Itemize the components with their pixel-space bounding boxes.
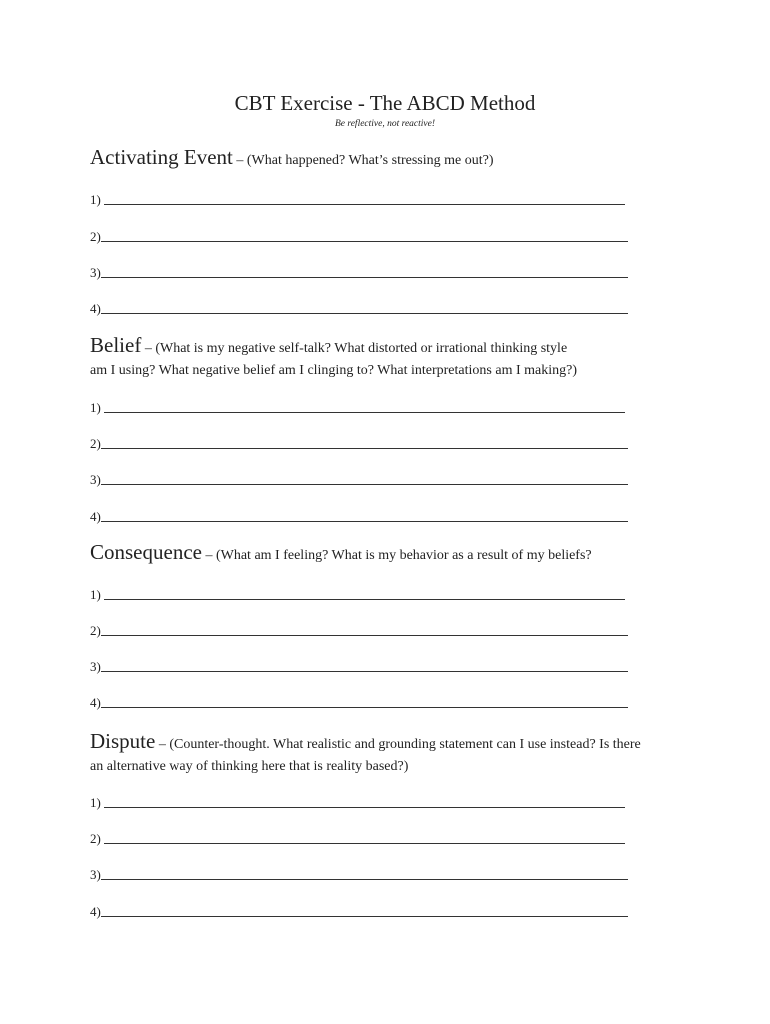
- section-prompt-continued: am I using? What negative belief am I clinging to? What interpretations am I making?): [90, 363, 577, 378]
- write-line: [101, 484, 628, 485]
- section-heading: [90, 146, 690, 172]
- section-term: Belief: [90, 333, 142, 357]
- answer-line[interactable]: [90, 298, 628, 316]
- answer-line[interactable]: [90, 620, 628, 638]
- line-number: 4): [90, 904, 101, 919]
- write-line: [104, 843, 625, 844]
- section-activating-event: [90, 146, 690, 172]
- section-belief: [90, 334, 690, 382]
- page-subtitle: Be reflective, not reactive!: [334, 119, 436, 129]
- line-number: 2): [90, 623, 101, 638]
- write-line: [101, 707, 628, 708]
- section-prompt: – (What am I feeling? What is my behavior as a result of my beliefs?: [201, 548, 592, 563]
- section-prompt: – (What happened? What’s stressing me out?): [232, 153, 494, 168]
- answer-line[interactable]: [90, 469, 628, 487]
- write-line: [101, 241, 628, 242]
- page-title: CBT Exercise - The ABCD Method: [234, 91, 536, 115]
- answer-line[interactable]: [90, 506, 628, 524]
- section-heading: [90, 730, 690, 778]
- write-line: [104, 599, 625, 600]
- write-line: [101, 879, 628, 880]
- section-term: Dispute: [90, 729, 156, 753]
- answer-line[interactable]: [90, 226, 628, 244]
- line-number: 2): [90, 229, 101, 244]
- answer-line[interactable]: [90, 901, 628, 919]
- answer-line[interactable]: [90, 433, 628, 451]
- line-number: 1): [90, 587, 105, 602]
- line-number: 4): [90, 695, 101, 710]
- line-number: 3): [90, 867, 101, 882]
- write-line: [101, 277, 628, 278]
- answer-line[interactable]: [90, 656, 628, 674]
- write-line: [101, 448, 628, 449]
- section-heading: [90, 541, 690, 567]
- section-term: Activating Event: [90, 145, 233, 169]
- answer-line[interactable]: [90, 692, 628, 710]
- line-number: 1): [90, 192, 105, 207]
- write-line: [101, 521, 628, 522]
- answer-line[interactable]: [90, 864, 628, 882]
- write-line: [101, 635, 628, 636]
- section-prompt: – (Counter-thought. What realistic and grounding statement can I use instead? Is there: [155, 737, 641, 752]
- line-number: 3): [90, 659, 101, 674]
- write-line: [101, 671, 628, 672]
- line-number: 1): [90, 795, 105, 810]
- write-line: [104, 204, 625, 205]
- line-number: 4): [90, 301, 101, 316]
- answer-line[interactable]: [90, 262, 628, 280]
- line-number: 1): [90, 400, 105, 415]
- answer-line[interactable]: [90, 189, 625, 207]
- section-dispute: [90, 730, 690, 778]
- line-number: 2): [90, 436, 101, 451]
- answer-line[interactable]: [90, 584, 625, 602]
- write-line: [104, 807, 625, 808]
- line-number: 2): [90, 831, 105, 846]
- section-prompt: – (What is my negative self-talk? What distorted or irrational thinking style: [141, 341, 568, 356]
- answer-line[interactable]: [90, 828, 625, 846]
- line-number: 4): [90, 509, 101, 524]
- section-consequence: [90, 541, 690, 567]
- line-number: 3): [90, 472, 101, 487]
- section-prompt-continued: an alternative way of thinking here that is reality based?): [90, 759, 409, 774]
- write-line: [101, 916, 628, 917]
- section-term: Consequence: [90, 540, 202, 564]
- line-number: 3): [90, 265, 101, 280]
- write-line: [101, 313, 628, 314]
- write-line: [104, 412, 625, 413]
- answer-line[interactable]: [90, 792, 625, 810]
- answer-line[interactable]: [90, 397, 625, 415]
- section-heading: [90, 334, 690, 382]
